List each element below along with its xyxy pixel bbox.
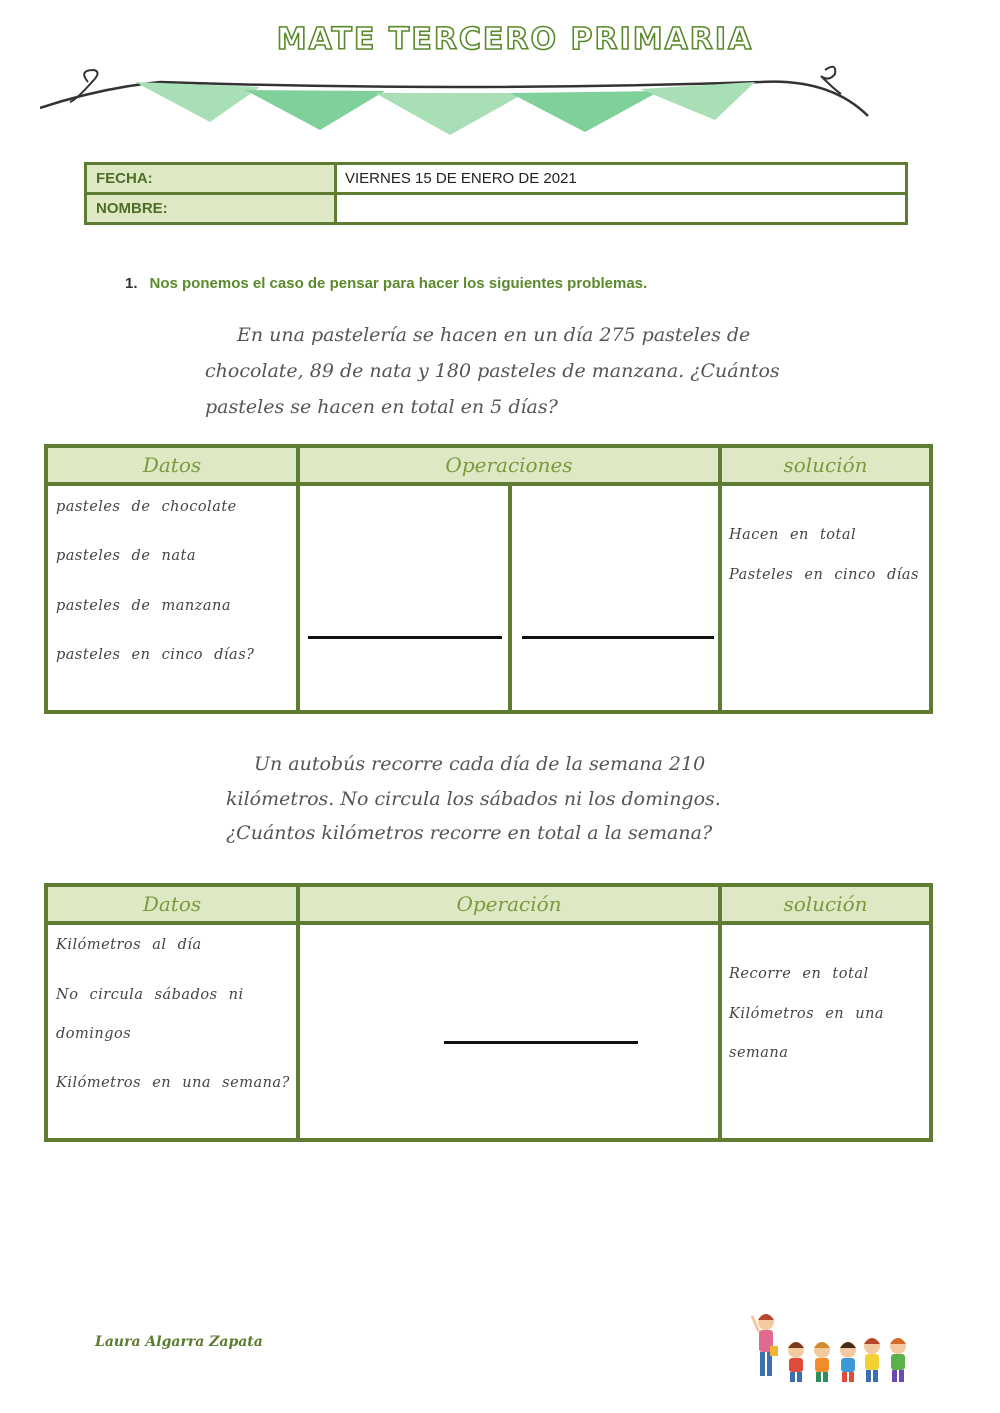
fecha-row [87, 165, 905, 192]
datos-item: pasteles de nata [56, 548, 196, 564]
solucion-item: Kilómetros en una [729, 1006, 885, 1022]
divider [718, 887, 722, 1138]
divider [296, 887, 300, 1138]
datos-item: domingos [56, 1026, 132, 1042]
solucion-item: semana [729, 1045, 789, 1061]
flag-3 [375, 93, 525, 135]
divider [718, 448, 722, 710]
problem2-line-2: kilómetros. No circula los sábados ni los domingos. [226, 788, 721, 810]
flag-2 [245, 90, 385, 130]
problem1-line-2: chocolate, 89 de nata y 180 pasteles de manzana. ¿Cuántos [205, 360, 780, 382]
operation-answer-line[interactable] [444, 1041, 638, 1044]
problem2-line-3: ¿Cuántos kilómetros recorre en total a la semana? [226, 822, 713, 844]
datos-header: Datos [48, 448, 296, 486]
kids-illustration [748, 1310, 918, 1390]
operation-answer-line[interactable] [522, 636, 714, 639]
instruction [125, 275, 647, 292]
nombre-label: NOMBRE: [87, 195, 337, 222]
problem1-table [44, 444, 933, 714]
bunting-banner [40, 60, 870, 140]
divider [296, 448, 300, 710]
operation-answer-line[interactable] [308, 636, 502, 639]
operacion-header: Operación [300, 887, 718, 925]
solucion-item: Pasteles en cinco días [729, 567, 919, 583]
nombre-field[interactable] [337, 195, 905, 222]
instruction-text: Nos ponemos el caso de pensar para hacer los siguientes problemas. [149, 275, 648, 292]
problem2-line-1: Un autobús recorre cada día de la semana 210 [254, 753, 706, 775]
problem1-line-1: En una pastelería se hacen en un día 275 pasteles de [237, 324, 751, 346]
datos-item: No circula sábados ni [56, 987, 244, 1003]
solucion-header: solución [722, 448, 929, 486]
datos-item: pasteles de manzana [56, 598, 232, 614]
datos-header: Datos [48, 887, 296, 925]
instruction-number: 1. [125, 275, 138, 292]
datos-item: Kilómetros al día [56, 937, 202, 953]
divider [508, 486, 512, 710]
datos-item: pasteles de chocolate [56, 499, 237, 515]
nombre-row [87, 192, 905, 222]
flag-1 [135, 82, 260, 122]
problem1-line-3: pasteles se hacen en total en 5 días? [205, 396, 558, 418]
flag-4 [510, 91, 660, 132]
problem2-table [44, 883, 933, 1142]
operaciones-header: Operaciones [300, 448, 718, 486]
flag-5 [640, 82, 755, 120]
fecha-label: FECHA: [87, 165, 337, 192]
author-credit: Laura Algarra Zapata [95, 1334, 263, 1350]
fecha-value[interactable]: VIERNES 15 DE ENERO DE 2021 [345, 170, 577, 187]
solucion-header: solución [722, 887, 929, 925]
solucion-item: Hacen en total [729, 527, 857, 543]
solucion-item: Recorre en total [729, 966, 869, 982]
page-title: MATE TERCERO PRIMARIA [276, 22, 754, 57]
datos-item: pasteles en cinco días? [56, 647, 255, 663]
datos-item: Kilómetros en una semana? [56, 1075, 290, 1091]
info-table [84, 162, 908, 225]
